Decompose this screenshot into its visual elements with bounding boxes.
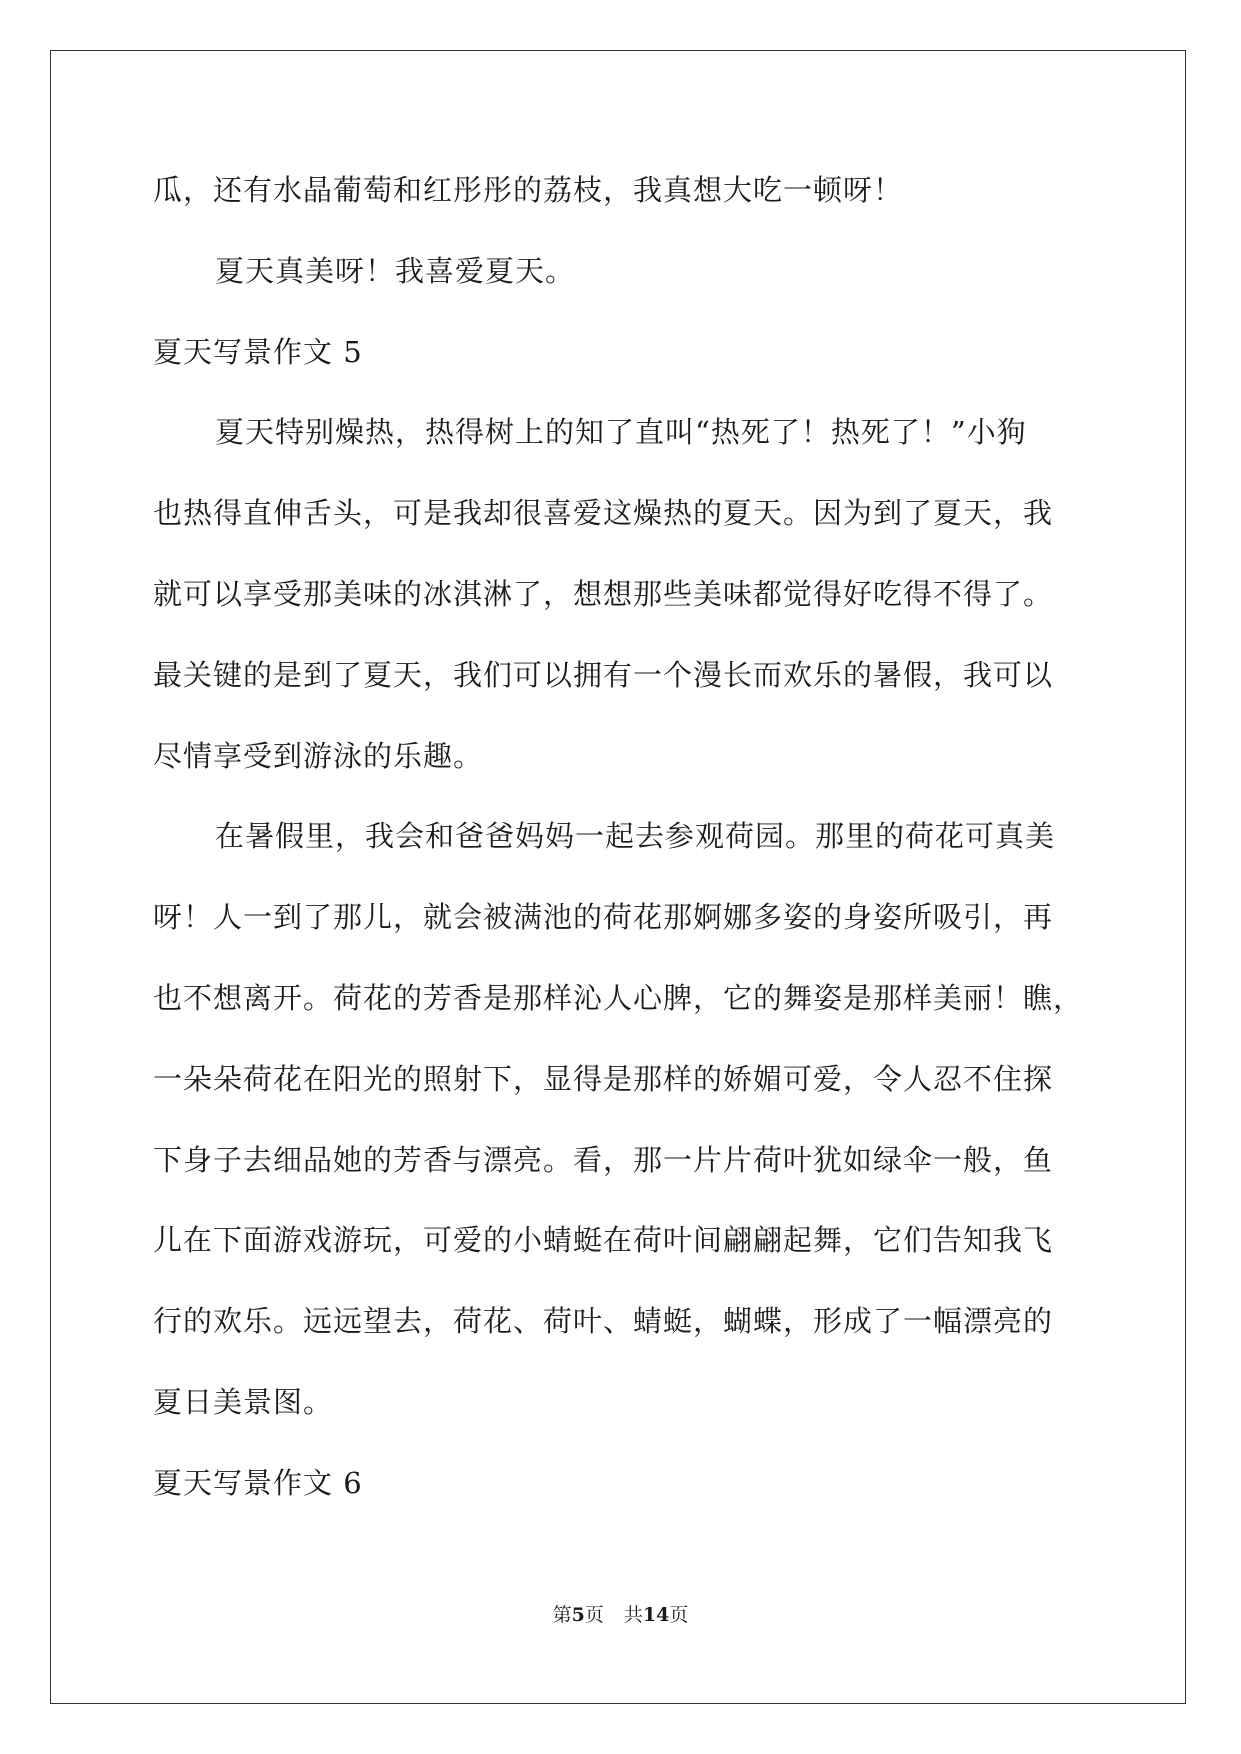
text-line-13: 下身子去细品她的芳香与漂亮。看，那一片片荷叶犹如绿伞一般，鱼 [153,1142,1054,1177]
text-line-5: 也热得直伸舌头，可是我却很喜爱这燥热的夏天。因为到了夏天，我 [153,496,1054,531]
text-line-12: 一朵朵荷花在阳光的照射下，显得是那样的娇媚可爱，令人忍不住探 [153,1061,1054,1096]
text-line-1: 瓜，还有水晶葡萄和红彤彤的荔枝，我真想大吃一顿呀！ [153,173,904,207]
text-line-8: 尽情享受到游泳的乐趣。 [153,738,484,773]
page-footer [0,1600,1241,1627]
text-line-10: 呀！人一到了那儿，就会被满池的荷花那婀娜多姿的身姿所吸引，再 [153,900,1054,935]
text-line-4: 夏天特别燥热，热得树上的知了直叫“热死了！热死了！”小狗 [215,415,1027,450]
text-line-6: 就可以享受那美味的冰淇淋了，想想那些美味都觉得好吃得不得了。 [153,576,1054,611]
section-heading-6: 夏天写景作文 6 [153,1465,363,1500]
page-number: 5 [571,1604,585,1626]
page-suffix: 页 [584,1604,604,1626]
text-line-7: 最关键的是到了夏天，我们可以拥有一个漫长而欢乐的暑假，我可以 [153,657,1054,692]
document-body [153,150,1089,1524]
text-line-15: 行的欢乐。远远望去，荷花、荷叶、蜻蜓，蝴蝶，形成了一幅漂亮的 [153,1304,1054,1339]
section-heading-5: 夏天写景作文 5 [153,334,363,369]
page-prefix: 第 [552,1604,572,1626]
text-line-2: 夏天真美呀！我喜爱夏天。 [215,253,576,288]
total-pages: 14 [642,1604,670,1626]
total-suffix: 页 [669,1604,689,1626]
total-prefix: 共 [623,1604,643,1626]
text-line-9: 在暑假里，我会和爸爸妈妈一起去参观荷园。那里的荷花可真美 [215,819,1056,854]
text-line-11: 也不想离开。荷花的芳香是那样沁人心脾，它的舞姿是那样美丽！瞧， [153,980,1084,1015]
text-line-16: 夏日美景图。 [153,1384,334,1419]
text-line-14: 儿在下面游戏游玩，可爱的小蜻蜓在荷叶间翩翩起舞，它们告知我飞 [153,1223,1054,1258]
